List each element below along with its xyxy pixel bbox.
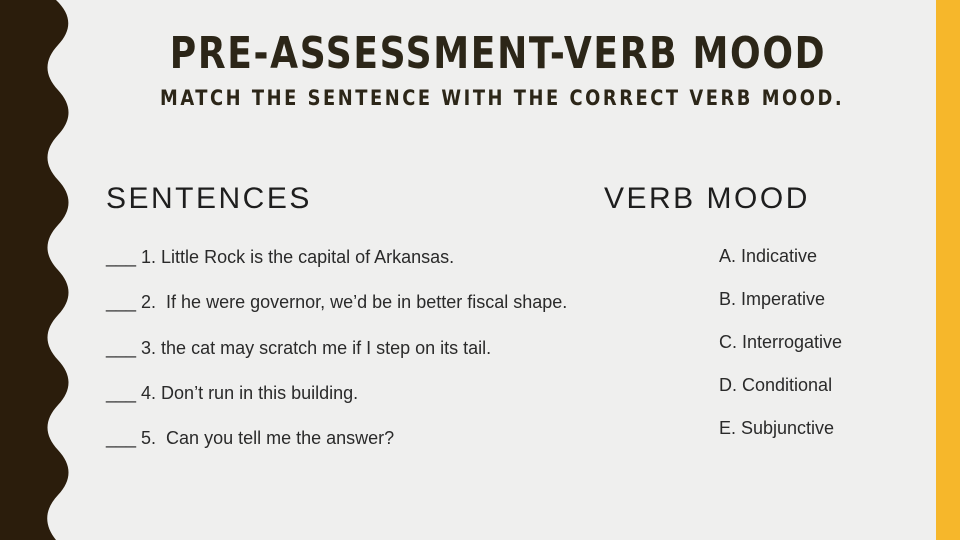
sentence-item-5: ___ 5. Can you tell me the answer? [106, 428, 395, 448]
slide-title: PRE-ASSESSMENT-VERB MOOD [169, 28, 827, 79]
decorative-wavy-border [0, 0, 80, 540]
sentence-item-4: ___ 4. Don’t run in this building. [106, 383, 359, 403]
wavy-border-shape [0, 0, 69, 540]
sentences-column-header: SENTENCES [106, 182, 312, 215]
mood-option-d: D. Conditional [719, 375, 833, 395]
slide-subtitle: MATCH THE SENTENCE WITH THE CORRECT VERB MOOD. [160, 86, 845, 110]
mood-option-a: A. Indicative [719, 246, 818, 266]
sentence-item-2: ___ 2. If he were governor, we’d be in better fiscal shape. [106, 292, 568, 312]
sentence-item-3: ___ 3. the cat may scratch me if I step on its tail. [106, 338, 492, 358]
mood-option-b: B. Imperative [719, 289, 826, 309]
sentence-item-1: ___ 1. Little Rock is the capital of Arkansas. [106, 247, 455, 267]
verb-mood-column-header: VERB MOOD [604, 182, 810, 215]
mood-option-c: C. Interrogative [719, 332, 843, 352]
mood-option-e: E. Subjunctive [719, 418, 835, 438]
right-accent-bar [936, 0, 960, 540]
